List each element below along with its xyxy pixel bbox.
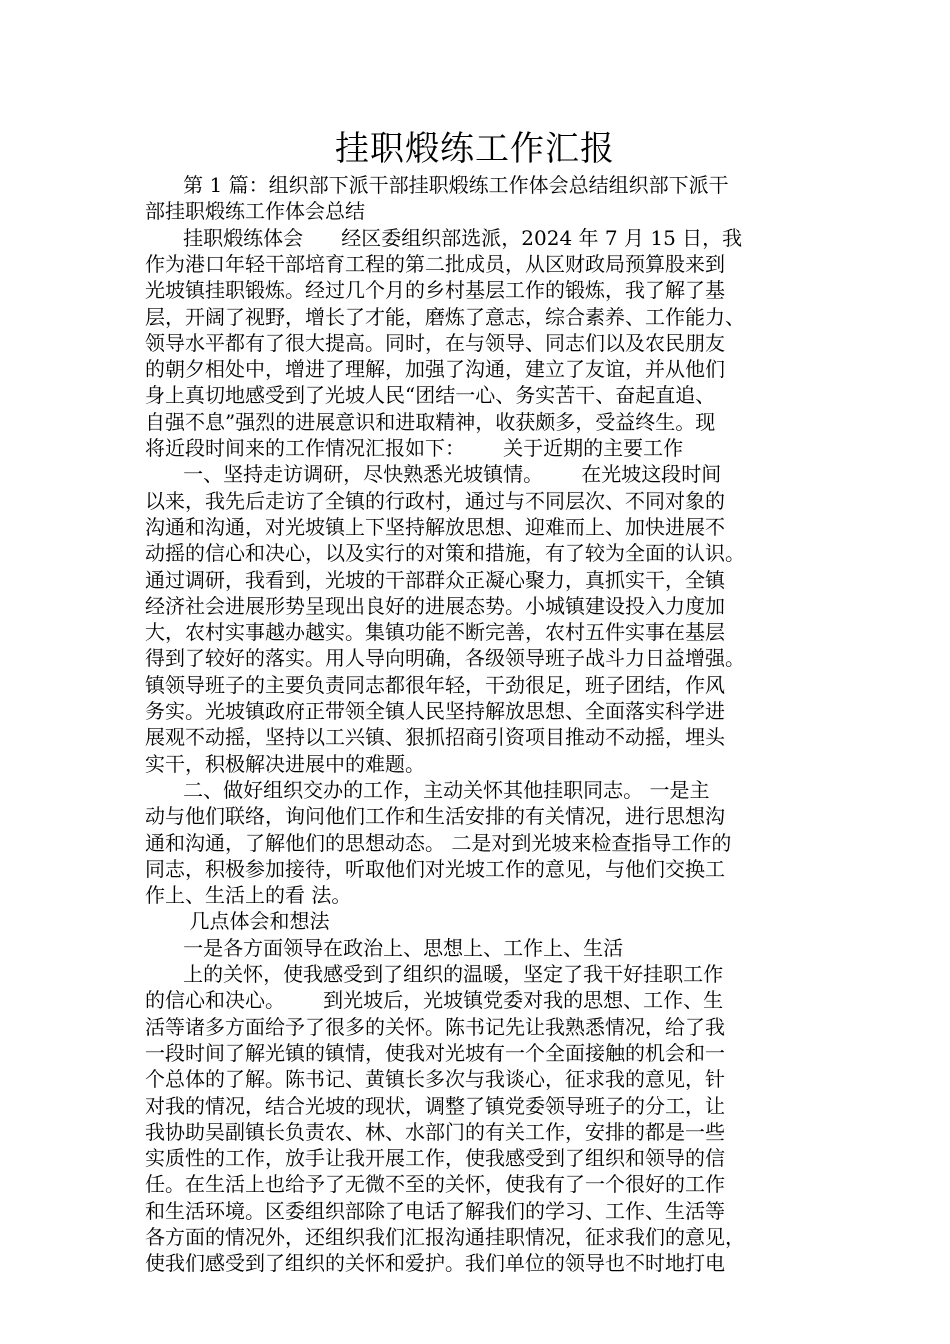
body-line: 使我们感受到了组织的关怀和爱护。我们单位的领导也不时地打电 — [145, 1251, 725, 1276]
body-line: 活等诸多方面给予了很多的关怀。陈书记先让我熟悉情况，给了我 — [145, 1014, 725, 1039]
body-line: 各方面的情况外，还组织我们汇报沟通挂职情况，征求我们的意见， — [145, 1225, 745, 1249]
body-line: 的信心和决心。 到光坡后，光坡镇党委对我的思想、工作、生 — [145, 988, 724, 1013]
body-line: 动摇的信心和决心，以及实行的对策和措施，有了较为全面的认识。 — [145, 541, 745, 566]
body-line: 一段时间了解光镇的镇情，使我对光坡有一个全面接触的机会和一 — [145, 1040, 725, 1065]
body-line: 将近段时间来的工作情况汇报如下： 关于近期的主要工作 — [145, 436, 684, 460]
body-line: 一、坚持走访调研，尽快熟悉光坡镇情。 在光坡这段时间 — [145, 462, 722, 487]
body-line: 上的关怀，使我感受到了组织的温暖，坚定了我干好挂职工作 — [145, 962, 724, 986]
body-line: 二、做好组织交办的工作，主动关怀其他挂职同志。 一是主 — [145, 777, 710, 802]
document-title: 挂职煅练工作汇报 — [335, 129, 615, 169]
body-line: 大，农村实事越办越实。集镇功能不断完善，农村五件实事在基层 — [145, 620, 725, 645]
body-line: 通过调研，我看到，光坡的干部群众正凝心聚力，真抓实干，全镇 — [145, 567, 725, 592]
body-line: 经济社会进展形势呈现出良好的进展态势。小城镇建设投入力度加 — [145, 593, 725, 618]
body-line: 层，开阔了视野，增长了才能，磨炼了意志，综合素养、工作能力、 — [145, 304, 745, 329]
body-line: 作为港口年轻干部培育工程的第二批成员，从区财政局预算股来到 — [145, 251, 725, 276]
body-line: 实干，积极解决进展中的难题。 — [145, 751, 425, 776]
body-line: 我协助吴副镇长负责农、林、水部门的有关工作，安排的都是一些 — [145, 1119, 725, 1144]
body-line: 一是各方面领导在政治上、思想上、工作上、生活 — [145, 935, 624, 960]
body-line: 以来，我先后走访了全镇的行政村，通过与不同层次、不同对象的 — [145, 488, 725, 513]
body-line: 光坡镇挂职锻炼。经过几个月的乡村基层工作的锻炼，我了解了基 — [145, 278, 725, 303]
body-line: 展观不动摇，坚持以工兴镇、狠抓招商引资项目推动不动摇，埋头 — [145, 725, 725, 750]
body-line: 第 1 篇：组织部下派干部挂职煅练工作体会总结组织部下派干 — [145, 173, 729, 197]
body-line: 对我的情况，结合光坡的现状，调整了镇党委领导班子的分工，让 — [145, 1093, 725, 1118]
body-line: 和生活环境。区委组织部除了电话了解我们的学习、工作、生活等 — [145, 1198, 725, 1223]
body-line: 自强不息”强烈的进展意识和进取精神，收获颇多，受益终生。现 — [145, 409, 716, 434]
body-line: 几点体会和想法 — [145, 909, 330, 934]
body-line: 挂职煅练体会 经区委组织部选派，2024 年 7 月 15 日，我 — [145, 225, 743, 250]
body-line: 通和沟通，了解他们的思想动态。 二是对到光坡来检查指导工作的 — [145, 830, 732, 855]
body-line: 沟通和沟通，对光坡镇上下坚持解放思想、迎难而上、加快进展不 — [145, 514, 725, 539]
body-line: 务实。光坡镇政府正带领全镇人民坚持解放思想、全面落实科学进 — [145, 699, 725, 723]
body-line: 身上真切地感受到了光坡人民“团结一心、务实苦干、奋起直追、 — [145, 383, 716, 408]
body-line: 得到了较好的落实。用人导向明确，各级领导班子战斗力日益增强。 — [145, 646, 745, 671]
body-line: 作上、生活上的看 法。 — [145, 883, 352, 908]
body-line: 镇领导班子的主要负责同志都很年轻，干劲很足，班子团结，作风 — [145, 672, 725, 697]
body-line: 领导水平都有了很大提高。同时，在与领导、同志们以及农民朋友 — [145, 330, 725, 355]
body-line: 个总体的了解。陈书记、黄镇长多次与我谈心，征求我的意见，针 — [145, 1067, 725, 1092]
body-line: 的朝夕相处中，增进了理解，加强了沟通，建立了友谊，并从他们 — [145, 357, 725, 382]
body-line: 动与他们联络，询问他们工作和生活安排的有关情况，进行思想沟 — [145, 804, 725, 829]
body-line: 实质性的工作，放手让我开展工作，使我感受到了组织和领导的信 — [145, 1146, 725, 1171]
body-line: 同志，积极参加接待，听取他们对光坡工作的意见，与他们交换工 — [145, 856, 725, 881]
body-line: 任。在生活上也给予了无微不至的关怀，使我有了一个很好的工作 — [145, 1172, 725, 1197]
body-line: 部挂职煅练工作体会总结 — [145, 199, 365, 224]
